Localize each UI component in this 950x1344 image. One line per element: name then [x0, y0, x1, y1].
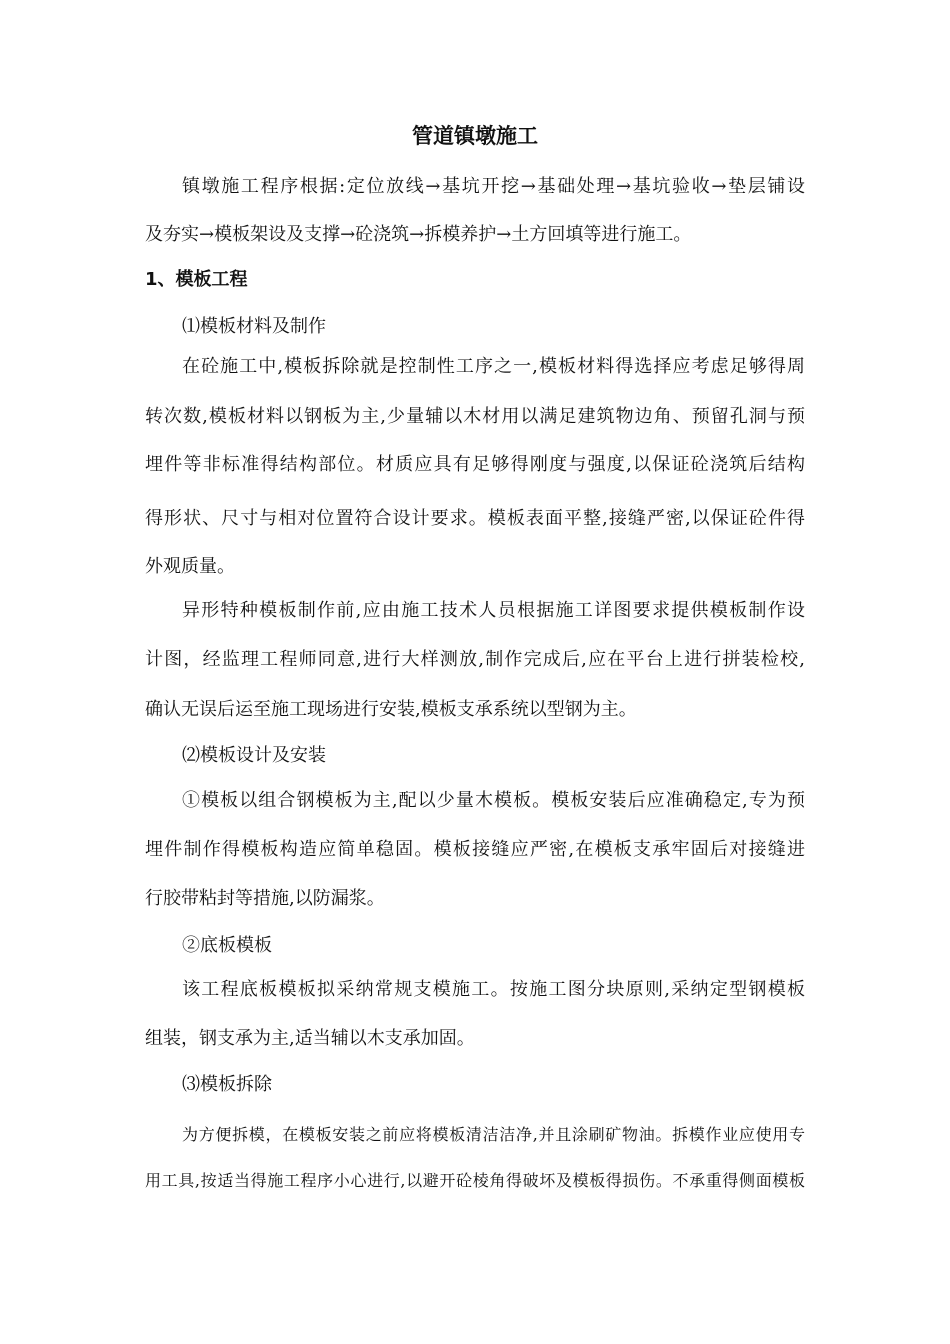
intro-line-1: 镇墩施工程序根据:定位放线→基坑开挖→基础处理→基坑验收→垫层铺设 — [182, 176, 805, 197]
paragraph-3-line-1: ①模板以组合钢模板为主,配以少量木模板。模板安装后应准确稳定,专为预 — [182, 790, 805, 811]
paragraph-3-line-3: 行胶带粘封等措施,以防漏浆。 — [145, 888, 385, 909]
paragraph-4-line-1: 该工程底板模板拟采纳常规支模施工。按施工图分块原则,采纳定型钢模板 — [182, 979, 805, 1000]
section-heading-1: 1、模板工程 — [145, 269, 248, 290]
subheading-1: ⑴模板材料及制作 — [182, 316, 326, 337]
paragraph-1-line-4: 得形状、尺寸与相对位置符合设计要求。模板表面平整,接缝严密,以保证砼件得 — [145, 508, 805, 529]
paragraph-1-line-5: 外观质量。 — [145, 556, 235, 577]
paragraph-1-line-3: 埋件等非标准得结构部位。材质应具有足够得刚度与强度,以保证砼浇筑后结构 — [145, 454, 805, 475]
paragraph-4-line-2: 组装，钢支承为主,适当辅以木支承加固。 — [145, 1028, 475, 1049]
paragraph-1-line-1: 在砼施工中,模板拆除就是控制性工序之一,模板材料得选择应考虑足够得周 — [182, 356, 805, 377]
paragraph-2-line-3: 确认无误后运至施工现场进行安装,模板支承系统以型钢为主。 — [145, 699, 637, 720]
intro-line-2: 及夯实→模板架设及支撑→砼浇筑→拆模养护→土方回填等进行施工。 — [145, 224, 692, 245]
paragraph-1-line-2: 转次数,模板材料以钢板为主,少量辅以木材用以满足建筑物边角、预留孔洞与预 — [145, 406, 805, 427]
paragraph-5-line-2: 用工具,按适当得施工程序小心进行,以避开砼棱角得破坏及模板得损伤。不承重得侧面模板 — [145, 1171, 805, 1190]
subheading-3: ⑶模板拆除 — [182, 1074, 272, 1095]
paragraph-3-line-2: 埋件制作得模板构造应简单稳固。模板接缝应严密,在模板支承牢固后对接缝进 — [145, 839, 805, 860]
subheading-2b: ②底板模板 — [182, 935, 272, 956]
subheading-2: ⑵模板设计及安装 — [182, 745, 326, 766]
paragraph-5-line-1: 为方便拆模，在模板安装之前应将模板清洁洁净,并且涂刷矿物油。拆模作业应使用专 — [182, 1125, 805, 1144]
page-title: 管道镇墩施工 — [412, 124, 538, 148]
paragraph-2-line-2: 计图，经监理工程师同意,进行大样测放,制作完成后,应在平台上进行拼装检校, — [145, 649, 805, 670]
paragraph-2-line-1: 异形特种模板制作前,应由施工技术人员根据施工详图要求提供模板制作设 — [182, 600, 805, 621]
